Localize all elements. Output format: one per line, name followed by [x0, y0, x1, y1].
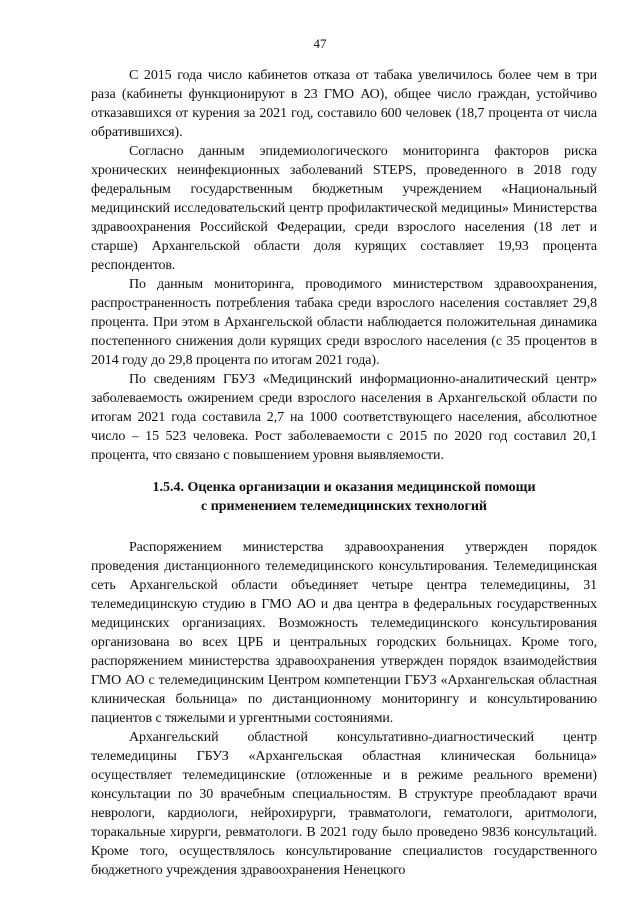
paragraph-telemedicine-center: Архангельский областной консультативно-диагностический центр телемедицины ГБУЗ «Архангельская областная клиническая больница» осуществляет телемедицинские (отложенные и в режиме реального времени) консультации по 30 врачебным специальностям. В структуре преобладают врачи неврологи, кардиологи, нейрохирурги, травматологи, гематологи, аритмологи, торакальные хирурги, ревматологи. В 2021 году было проведено 9836 консультаций. Кроме того, осуществлялось консультирование специалистов государственного бюджетного учреждения здравоохранения Ненецкого: [91, 730, 597, 878]
section-heading-line1: 1.5.4. Оценка организации и оказания медицинской помощи: [152, 480, 536, 495]
paragraph-telemedicine-network: Распоряжением министерства здравоохранения утвержден порядок проведения дистанционного телемедицинского консультирования. Телемедицинская сеть Архангельской области объединяет четыре центра телемедицины, 31 телемедицинскую студию в ГМО АО и два центра в федеральных государственных медицинских организациях. Возможность телемедицинского консультирования организована во всех ЦРБ и центральных городских больницах. Кроме того, распоряжением министерства здравоохранения утвержден порядок взаимодействия ГМО АО с телемедицинским Центром компетенции ГБУЗ «Архангельская областная клиническая больница» по дистанционному мониторингу и консультированию пациентов с тяжелыми и ургентными состояниями.: [91, 540, 597, 726]
page-number: 47: [313, 36, 327, 51]
section-heading: [91, 478, 597, 516]
paragraph-smoking-cessation-rooms: С 2015 года число кабинетов отказа от табака увеличилось более чем в три раза (кабинеты функционируют в 23 ГМО АО), общее число граждан, устойчиво отказавшихся от курения за 2021 год, составило 600 человек (18,7 процента от числа обратившихся).: [91, 68, 597, 140]
document-body: [91, 66, 597, 880]
paragraph-steps-monitoring: Согласно данным эпидемиологического мониторинга факторов риска хронических неинфекционных заболеваний STEPS, проведенного в 2018 году федеральным государственным бюджетным учреждением «Национальный медицинский исследовательский центр профилактической медицины» Министерства здравоохранения Российской Федерации, среди взрослого населения (18 лет и старше) Архангельской области доля курящих составляет 19,93 процента респондентов.: [91, 144, 597, 273]
section-heading-line2: с применением телемедицинских технологий: [200, 499, 487, 514]
paragraph-tobacco-prevalence: По данным мониторинга, проводимого министерством здравоохранения, распространенность потребления табака среди взрослого населения составляет 29,8 процента. При этом в Архангельской области наблюдается положительная динамика постепенного снижения доли курящих среди взрослого населения (с 35 процентов в 2014 году до 29,8 процента по итогам 2021 года).: [91, 277, 597, 368]
paragraph-obesity-incidence: По сведениям ГБУЗ «Медицинский информационно-аналитический центр» заболеваемость ожирением среди взрослого населения в Архангельской области по итогам 2021 года составила 2,7 на 1000 соответствующего населения, абсолютное число – 15 523 человека. Рост заболеваемости с 2015 по 2020 год составил 20,1 процента, что связано с повышением уровня выявляемости.: [91, 372, 597, 463]
